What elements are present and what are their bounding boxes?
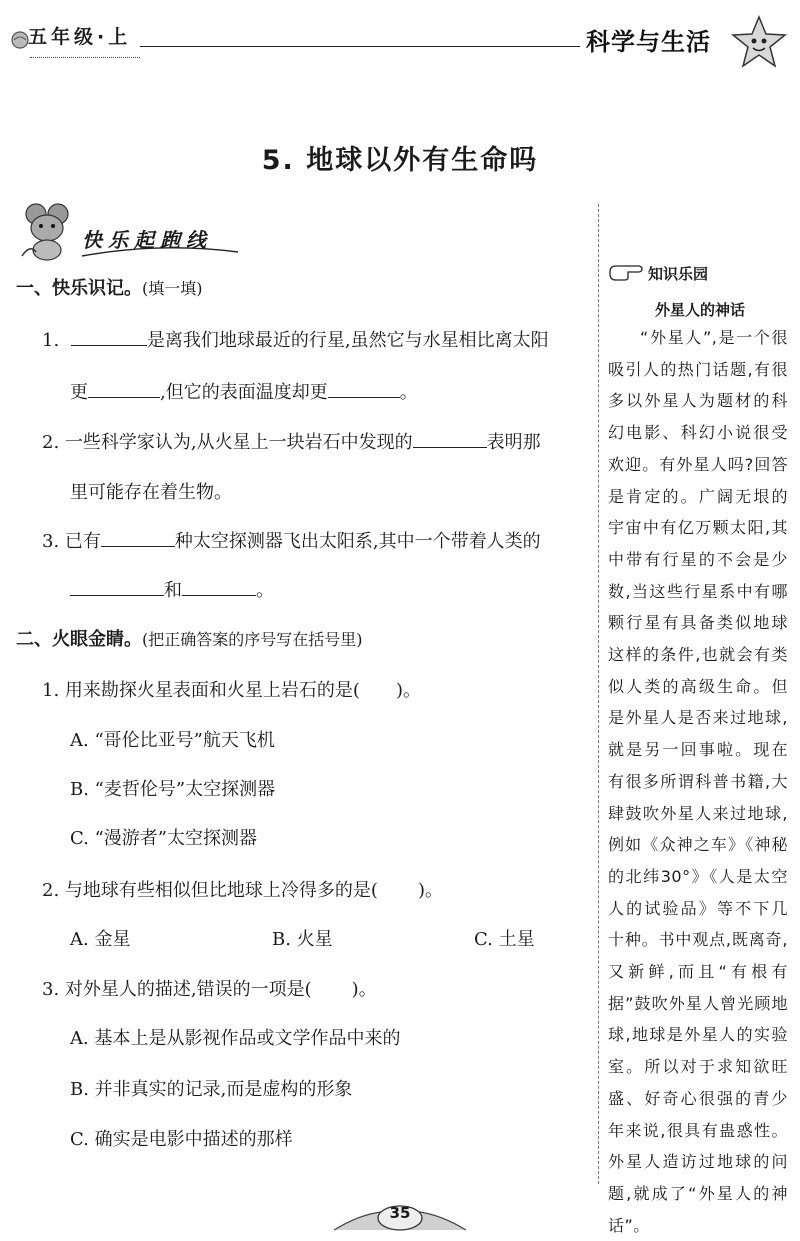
sidebar-title: 外星人的神话 [654, 301, 745, 319]
question-number: 3. [42, 531, 60, 552]
fill-blank[interactable] [88, 379, 160, 398]
question-text: 。 [399, 382, 418, 403]
header-rule [140, 46, 580, 47]
question-number: 1. [42, 680, 60, 701]
s1-q2-line2 [70, 478, 232, 504]
question-text: 。 [256, 580, 274, 601]
fill-blank[interactable] [101, 528, 175, 547]
section-1-heading [16, 274, 203, 300]
s2-q2-stem [42, 876, 443, 902]
column-divider [598, 204, 599, 1184]
option: A. 基本上是从影视作品或文学作品中来的 [70, 1028, 401, 1049]
header-dotted-rule [30, 57, 140, 58]
question-text: 种太空探测器飞出太阳系,其中一个带着人类的 [174, 531, 541, 552]
sidebar-body: “外星人”,是一个很吸引人的热门话题,有很多以外星人为题材的科幻电影、科幻小说很受欢迎。有外星人吗?回答是肯定的。广阔无垠的宇宙中有亿万颗太阳,其中带有行星的不会是少数,当这些行星系中有哪颗行星有具备类似地球这样的条件,也就会有类似人类的高级生命。但是外星人是否来过地球,就是另一回事啦。现在有很多所谓科普书籍,大肆鼓吹外星人来过地球,例如《众神之车》《神秘的北纬30°》《人是太空人的试验品》等不下几十种。书中观点,既离奇,又新鲜,而且“有根有据”鼓吹外星人曾光顾地球,地球是外星人的实验室。所以对于求知欲旺盛、好奇心很强的青少年来说,很具有蛊惑性。外星人造访过地球的问题,就成了“外星人的神话”。 [608, 328, 788, 1235]
option: A. “哥伦比亚号”航天飞机 [70, 730, 275, 751]
option: C. “漫游者”太空探测器 [70, 828, 257, 849]
option: B. 并非真实的记录,而是虚构的形象 [70, 1079, 353, 1100]
section-2-title: 二、火眼金睛。 [16, 629, 142, 650]
page-number: 35 [389, 1204, 411, 1222]
question-number: 2. [42, 432, 60, 453]
sidebar-heading: 知识乐园 [648, 265, 709, 283]
grade-label: 五年级·上 [28, 26, 132, 48]
s1-q2-line1 [42, 428, 541, 454]
section-banner: 快乐起跑线 [82, 228, 212, 252]
question-text: )。 [351, 979, 377, 1000]
star-mascot-icon [730, 14, 788, 72]
banner-underline [80, 244, 240, 260]
fill-blank[interactable] [70, 577, 164, 596]
option: C. 土星 [474, 929, 535, 950]
question-text: 与地球有些相似但比地球上冷得多的是( [64, 880, 378, 901]
question-number: 1. [42, 330, 60, 351]
question-text: )。 [395, 680, 421, 701]
question-text: )。 [417, 880, 443, 901]
section-2-heading [16, 625, 363, 651]
question-text: 已有 [64, 531, 101, 552]
section-2-note: (把正确答案的序号写在括号里) [142, 630, 363, 649]
s1-q3-line1 [42, 527, 541, 553]
question-text: 里可能存在着生物。 [70, 482, 232, 503]
s1-q1-line2 [70, 378, 418, 404]
question-text: 和 [164, 580, 182, 601]
pointing-hand-icon [608, 262, 646, 282]
option: B. 火星 [272, 929, 333, 950]
question-text: 用来勘探火星表面和火星上岩石的是( [64, 680, 360, 701]
fill-blank[interactable] [328, 379, 400, 398]
fill-blank[interactable] [71, 327, 147, 346]
lesson-title: 5. 地球以外有生命吗 [261, 145, 539, 176]
s1-q1-line1 [42, 326, 549, 352]
question-text: 表明那 [486, 432, 541, 453]
question-number: 3. [42, 979, 60, 1000]
question-text: 对外星人的描述,错误的一项是( [64, 979, 312, 1000]
fill-blank[interactable] [182, 577, 256, 596]
question-text: 更 [70, 382, 88, 403]
s2-q1-stem [42, 676, 421, 702]
section-1-note: (填一填) [142, 279, 203, 298]
question-text: ,但它的表面温度却更 [160, 382, 328, 403]
question-number: 2. [42, 880, 60, 901]
option: B. “麦哲伦号”太空探测器 [70, 779, 276, 800]
mouse-mascot-icon [16, 200, 78, 262]
question-text: 是离我们地球最近的行星,虽然它与水星相比离太阳 [146, 330, 549, 351]
s1-q3-line2 [70, 576, 274, 602]
option: C. 确实是电影中描述的那样 [70, 1129, 293, 1150]
question-text: 一些科学家认为,从火星上一块岩石中发现的 [64, 432, 413, 453]
ball-icon [10, 30, 30, 50]
section-1-title: 一、快乐识记。 [16, 278, 142, 299]
book-title: 科学与生活 [586, 28, 711, 56]
fill-blank[interactable] [413, 429, 487, 448]
s2-q3-stem [42, 975, 377, 1001]
option: A. 金星 [70, 929, 131, 950]
